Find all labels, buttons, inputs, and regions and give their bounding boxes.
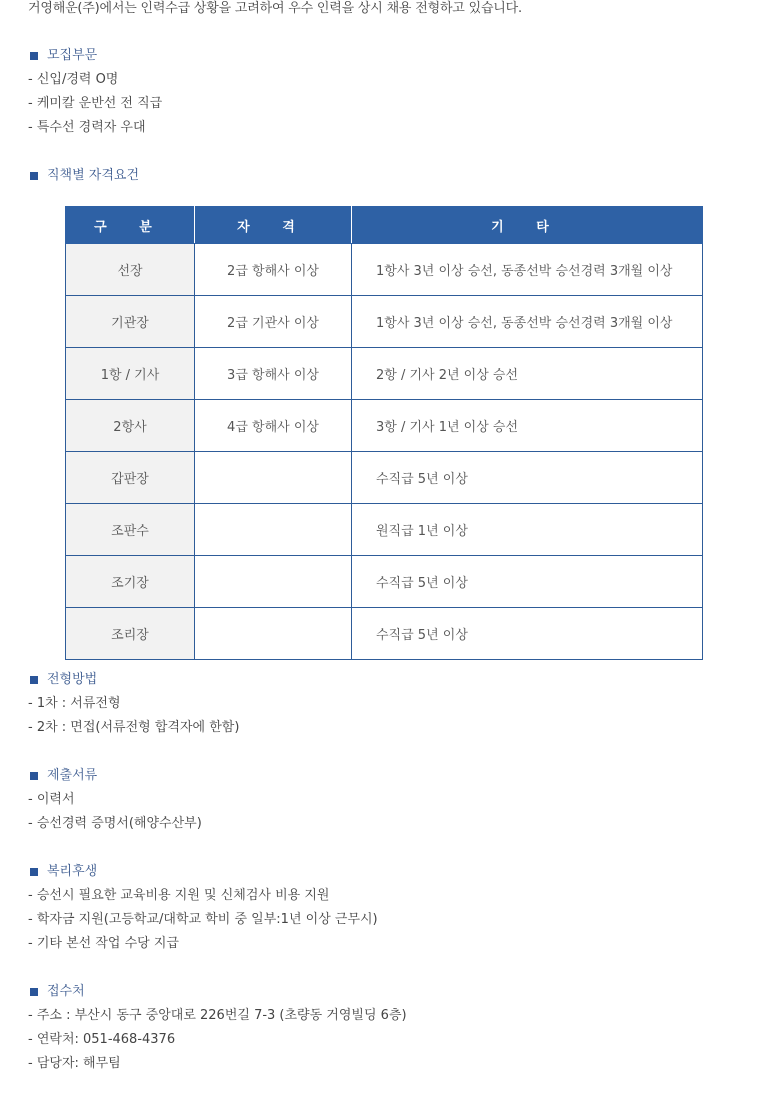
cell-other: 1항사 3년 이상 승선, 동종선박 승선경력 3개월 이상 (352, 296, 703, 348)
cell-license: 4급 항해사 이상 (195, 400, 352, 452)
welfare-title: 복리후생 (47, 864, 98, 879)
bullet-square-icon (30, 988, 38, 996)
documents-title: 제출서류 (47, 768, 98, 783)
table-row (66, 400, 703, 452)
list-item: - 기타 본선 작업 수당 지급 (28, 936, 179, 951)
list-item: - 승선시 필요한 교육비용 지원 및 신체검사 비용 지원 (28, 888, 330, 903)
table-row (66, 504, 703, 556)
list-item: - 2차 : 면접(서류전형 합격자에 한함) (28, 720, 240, 735)
cell-other: 수직급 5년 이상 (352, 452, 703, 504)
qualification-section (28, 164, 139, 188)
header-other: 기 타 (352, 207, 703, 244)
bullet-square-icon (30, 52, 38, 60)
cell-license: 2급 기관사 이상 (195, 296, 352, 348)
list-item: - 주소 : 부산시 동구 중앙대로 226번길 7-3 (초량동 거영빌딩 6층) (28, 1008, 407, 1023)
cell-license: 2급 항해사 이상 (195, 244, 352, 296)
list-item: - 승선경력 증명서(해양수산부) (28, 816, 202, 831)
list-item: - 담당자: 해무팀 (28, 1056, 121, 1071)
bullet-square-icon (30, 676, 38, 684)
list-item: - 신입/경력 O명 (28, 72, 119, 87)
table-header-row (66, 207, 703, 244)
cell-other: 3항 / 기사 1년 이상 승선 (352, 400, 703, 452)
table-row (66, 296, 703, 348)
cell-other: 수직급 5년 이상 (352, 556, 703, 608)
bullet-square-icon (30, 772, 38, 780)
contact-section (28, 980, 407, 1076)
contact-title: 접수처 (47, 984, 85, 999)
cell-license (195, 556, 352, 608)
cell-position: 조리장 (66, 608, 195, 660)
table-row (66, 556, 703, 608)
cell-position: 1항 / 기사 (66, 348, 195, 400)
cell-position: 선장 (66, 244, 195, 296)
documents-section (28, 764, 202, 836)
table-row (66, 348, 703, 400)
cell-other: 1항사 3년 이상 승선, 동종선박 승선경력 3개월 이상 (352, 244, 703, 296)
cell-position: 기관장 (66, 296, 195, 348)
cell-other: 원직급 1년 이상 (352, 504, 703, 556)
cell-license (195, 452, 352, 504)
selection-title: 전형방법 (47, 672, 98, 687)
intro-text: 거영해운(주)에서는 인력수급 상황을 고려하여 우수 인력을 상시 채용 전형하고 있습니다. (28, 1, 522, 16)
recruit-section (28, 44, 162, 140)
list-item: - 특수선 경력자 우대 (28, 120, 146, 135)
bullet-square-icon (30, 172, 38, 180)
qualification-table (65, 206, 703, 660)
recruit-title: 모집부문 (47, 48, 98, 63)
list-item: - 이력서 (28, 792, 75, 807)
table-row (66, 608, 703, 660)
welfare-section (28, 860, 378, 956)
cell-license: 3급 항해사 이상 (195, 348, 352, 400)
table-row (66, 452, 703, 504)
cell-other: 수직급 5년 이상 (352, 608, 703, 660)
header-position: 구 분 (66, 207, 195, 244)
cell-license (195, 504, 352, 556)
selection-section (28, 668, 239, 740)
cell-position: 조기장 (66, 556, 195, 608)
list-item: - 케미칼 운반선 전 직급 (28, 96, 163, 111)
cell-other: 2항 / 기사 2년 이상 승선 (352, 348, 703, 400)
list-item: - 학자금 지원(고등학교/대학교 학비 중 일부:1년 이상 근무시) (28, 912, 378, 927)
cell-position: 2항사 (66, 400, 195, 452)
list-item: - 1차 : 서류전형 (28, 696, 121, 711)
cell-position: 조판수 (66, 504, 195, 556)
cell-license (195, 608, 352, 660)
qualification-title: 직책별 자격요건 (47, 168, 140, 183)
bullet-square-icon (30, 868, 38, 876)
table-row (66, 244, 703, 296)
cell-position: 갑판장 (66, 452, 195, 504)
header-license: 자 격 (195, 207, 352, 244)
list-item: - 연락처: 051-468-4376 (28, 1032, 176, 1047)
